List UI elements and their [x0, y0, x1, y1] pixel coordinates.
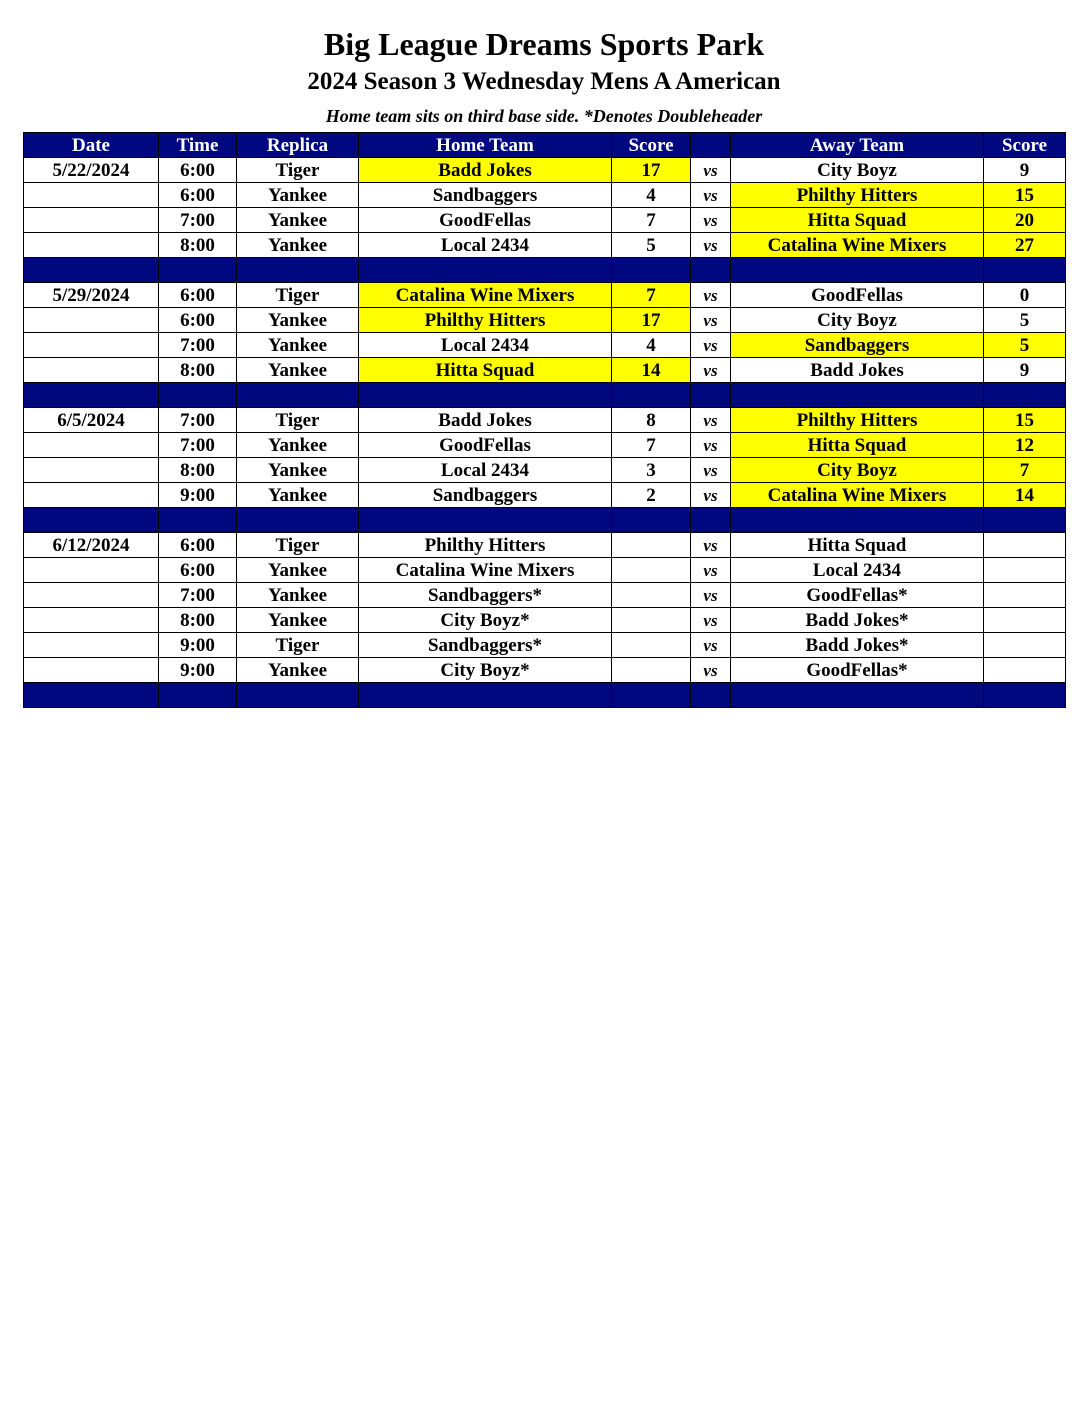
- away-team-cell: City Boyz: [731, 158, 984, 183]
- away-score-cell: 15: [984, 183, 1066, 208]
- home-score-cell: [612, 533, 691, 558]
- vs-cell: vs: [691, 333, 731, 358]
- date-cell: 6/5/2024: [24, 408, 159, 433]
- away-score-cell: 9: [984, 158, 1066, 183]
- away-score-cell: 15: [984, 408, 1066, 433]
- away-score-cell: 5: [984, 308, 1066, 333]
- away-score-cell: [984, 558, 1066, 583]
- date-cell: [24, 233, 159, 258]
- away-score-cell: 27: [984, 233, 1066, 258]
- table-row: [24, 558, 1066, 583]
- schedule-body: [24, 158, 1066, 708]
- vs-cell: vs: [691, 583, 731, 608]
- separator-cell: [731, 683, 984, 708]
- col-header-vs: [691, 133, 731, 158]
- separator-cell: [359, 383, 612, 408]
- schedule-table: [23, 132, 1066, 708]
- home-team-cell: City Boyz*: [359, 608, 612, 633]
- replica-cell: Yankee: [237, 208, 359, 233]
- replica-cell: Yankee: [237, 433, 359, 458]
- replica-cell: Yankee: [237, 583, 359, 608]
- home-team-cell: City Boyz*: [359, 658, 612, 683]
- table-row: [24, 208, 1066, 233]
- home-score-cell: 7: [612, 208, 691, 233]
- replica-cell: Yankee: [237, 333, 359, 358]
- date-cell: 5/29/2024: [24, 283, 159, 308]
- time-cell: 6:00: [159, 283, 237, 308]
- separator-cell: [237, 383, 359, 408]
- separator-cell: [359, 508, 612, 533]
- home-team-cell: Local 2434: [359, 333, 612, 358]
- date-cell: [24, 333, 159, 358]
- separator-cell: [984, 508, 1066, 533]
- table-row: [24, 533, 1066, 558]
- time-cell: 8:00: [159, 233, 237, 258]
- table-row: [24, 233, 1066, 258]
- time-cell: 6:00: [159, 183, 237, 208]
- table-row: [24, 483, 1066, 508]
- col-header-date: Date: [24, 133, 159, 158]
- home-team-cell: Sandbaggers: [359, 183, 612, 208]
- time-cell: 8:00: [159, 358, 237, 383]
- separator-cell: [612, 683, 691, 708]
- table-row: [24, 458, 1066, 483]
- away-score-cell: 20: [984, 208, 1066, 233]
- home-team-cell: Hitta Squad: [359, 358, 612, 383]
- schedule-note: Home team sits on third base side. *Denotes Doubleheader: [325, 106, 763, 126]
- replica-cell: Yankee: [237, 308, 359, 333]
- away-team-cell: Catalina Wine Mixers: [731, 483, 984, 508]
- home-score-cell: 17: [612, 308, 691, 333]
- home-team-cell: GoodFellas: [359, 208, 612, 233]
- vs-cell: vs: [691, 433, 731, 458]
- col-header-replica: Replica: [237, 133, 359, 158]
- separator-row: [24, 683, 1066, 708]
- page-title: Big League Dreams Sports Park: [323, 26, 765, 62]
- vs-cell: vs: [691, 558, 731, 583]
- home-team-cell: Sandbaggers: [359, 483, 612, 508]
- date-cell: [24, 558, 159, 583]
- home-score-cell: 5: [612, 233, 691, 258]
- vs-cell: vs: [691, 308, 731, 333]
- away-team-cell: City Boyz: [731, 308, 984, 333]
- time-cell: 7:00: [159, 433, 237, 458]
- date-cell: [24, 358, 159, 383]
- separator-cell: [984, 683, 1066, 708]
- date-cell: [24, 633, 159, 658]
- date-cell: [24, 658, 159, 683]
- home-team-cell: Philthy Hitters: [359, 533, 612, 558]
- separator-cell: [237, 508, 359, 533]
- replica-cell: Yankee: [237, 558, 359, 583]
- table-row: [24, 158, 1066, 183]
- date-cell: [24, 483, 159, 508]
- time-cell: 6:00: [159, 533, 237, 558]
- away-team-cell: Sandbaggers: [731, 333, 984, 358]
- vs-cell: vs: [691, 658, 731, 683]
- separator-cell: [691, 258, 731, 283]
- home-score-cell: 14: [612, 358, 691, 383]
- replica-cell: Tiger: [237, 408, 359, 433]
- time-cell: 7:00: [159, 208, 237, 233]
- separator-cell: [359, 683, 612, 708]
- away-score-cell: [984, 633, 1066, 658]
- separator-cell: [984, 383, 1066, 408]
- away-team-cell: Philthy Hitters: [731, 408, 984, 433]
- time-cell: 6:00: [159, 158, 237, 183]
- date-cell: [24, 183, 159, 208]
- separator-row: [24, 383, 1066, 408]
- vs-cell: vs: [691, 233, 731, 258]
- replica-cell: Yankee: [237, 358, 359, 383]
- vs-cell: vs: [691, 633, 731, 658]
- col-header-time: Time: [159, 133, 237, 158]
- separator-cell: [159, 683, 237, 708]
- away-team-cell: Hitta Squad: [731, 533, 984, 558]
- separator-cell: [159, 508, 237, 533]
- table-row: [24, 433, 1066, 458]
- away-team-cell: Philthy Hitters: [731, 183, 984, 208]
- vs-cell: vs: [691, 183, 731, 208]
- home-score-cell: 3: [612, 458, 691, 483]
- replica-cell: Yankee: [237, 483, 359, 508]
- home-score-cell: [612, 583, 691, 608]
- separator-cell: [691, 508, 731, 533]
- table-row: [24, 283, 1066, 308]
- date-cell: 6/12/2024: [24, 533, 159, 558]
- table-row: [24, 583, 1066, 608]
- away-score-cell: [984, 533, 1066, 558]
- col-header-away-score: Score: [984, 133, 1066, 158]
- separator-row: [24, 258, 1066, 283]
- separator-row: [24, 508, 1066, 533]
- table-row: [24, 408, 1066, 433]
- table-row: [24, 333, 1066, 358]
- away-score-cell: 7: [984, 458, 1066, 483]
- away-team-cell: City Boyz: [731, 458, 984, 483]
- home-team-cell: Local 2434: [359, 233, 612, 258]
- separator-cell: [24, 258, 159, 283]
- separator-cell: [984, 258, 1066, 283]
- away-team-cell: Local 2434: [731, 558, 984, 583]
- home-score-cell: 4: [612, 333, 691, 358]
- home-team-cell: Badd Jokes: [359, 408, 612, 433]
- vs-cell: vs: [691, 283, 731, 308]
- away-score-cell: 9: [984, 358, 1066, 383]
- separator-cell: [24, 383, 159, 408]
- date-cell: [24, 433, 159, 458]
- vs-cell: vs: [691, 358, 731, 383]
- home-score-cell: [612, 633, 691, 658]
- home-score-cell: 2: [612, 483, 691, 508]
- table-header-row: [24, 133, 1066, 158]
- table-row: [24, 633, 1066, 658]
- table-row: [24, 358, 1066, 383]
- vs-cell: vs: [691, 408, 731, 433]
- away-score-cell: [984, 658, 1066, 683]
- separator-cell: [237, 258, 359, 283]
- away-team-cell: Hitta Squad: [731, 433, 984, 458]
- vs-cell: vs: [691, 158, 731, 183]
- date-cell: [24, 308, 159, 333]
- home-score-cell: [612, 608, 691, 633]
- away-team-cell: Badd Jokes: [731, 358, 984, 383]
- col-header-away-team: Away Team: [731, 133, 984, 158]
- replica-cell: Tiger: [237, 633, 359, 658]
- home-team-cell: Sandbaggers*: [359, 583, 612, 608]
- date-cell: [24, 608, 159, 633]
- home-score-cell: 7: [612, 283, 691, 308]
- time-cell: 9:00: [159, 633, 237, 658]
- home-team-cell: Catalina Wine Mixers: [359, 558, 612, 583]
- home-score-cell: [612, 558, 691, 583]
- vs-cell: vs: [691, 483, 731, 508]
- away-score-cell: 14: [984, 483, 1066, 508]
- home-team-cell: Badd Jokes: [359, 158, 612, 183]
- away-score-cell: 5: [984, 333, 1066, 358]
- replica-cell: Yankee: [237, 183, 359, 208]
- away-score-cell: [984, 583, 1066, 608]
- home-team-cell: Local 2434: [359, 458, 612, 483]
- time-cell: 6:00: [159, 308, 237, 333]
- away-score-cell: 12: [984, 433, 1066, 458]
- vs-cell: vs: [691, 458, 731, 483]
- time-cell: 7:00: [159, 583, 237, 608]
- separator-cell: [612, 258, 691, 283]
- home-score-cell: 4: [612, 183, 691, 208]
- away-team-cell: GoodFellas*: [731, 658, 984, 683]
- away-team-cell: Hitta Squad: [731, 208, 984, 233]
- away-score-cell: 0: [984, 283, 1066, 308]
- time-cell: 8:00: [159, 608, 237, 633]
- date-cell: [24, 208, 159, 233]
- away-team-cell: Catalina Wine Mixers: [731, 233, 984, 258]
- separator-cell: [159, 383, 237, 408]
- separator-cell: [237, 683, 359, 708]
- separator-cell: [359, 258, 612, 283]
- replica-cell: Yankee: [237, 608, 359, 633]
- col-header-home-score: Score: [612, 133, 691, 158]
- home-score-cell: 8: [612, 408, 691, 433]
- separator-cell: [24, 508, 159, 533]
- away-team-cell: GoodFellas: [731, 283, 984, 308]
- page-subtitle: 2024 Season 3 Wednesday Mens A American: [307, 68, 781, 95]
- home-score-cell: 7: [612, 433, 691, 458]
- replica-cell: Yankee: [237, 658, 359, 683]
- vs-cell: vs: [691, 608, 731, 633]
- time-cell: 8:00: [159, 458, 237, 483]
- away-score-cell: [984, 608, 1066, 633]
- table-row: [24, 658, 1066, 683]
- home-team-cell: Philthy Hitters: [359, 308, 612, 333]
- separator-cell: [731, 258, 984, 283]
- home-score-cell: 17: [612, 158, 691, 183]
- replica-cell: Tiger: [237, 533, 359, 558]
- separator-cell: [691, 683, 731, 708]
- away-team-cell: Badd Jokes*: [731, 608, 984, 633]
- vs-cell: vs: [691, 208, 731, 233]
- replica-cell: Tiger: [237, 283, 359, 308]
- replica-cell: Yankee: [237, 458, 359, 483]
- separator-cell: [731, 508, 984, 533]
- date-cell: [24, 458, 159, 483]
- away-team-cell: Badd Jokes*: [731, 633, 984, 658]
- separator-cell: [691, 383, 731, 408]
- time-cell: 6:00: [159, 558, 237, 583]
- separator-cell: [612, 508, 691, 533]
- separator-cell: [24, 683, 159, 708]
- col-header-home-team: Home Team: [359, 133, 612, 158]
- separator-cell: [612, 383, 691, 408]
- replica-cell: Yankee: [237, 233, 359, 258]
- date-cell: 5/22/2024: [24, 158, 159, 183]
- home-team-cell: Sandbaggers*: [359, 633, 612, 658]
- replica-cell: Tiger: [237, 158, 359, 183]
- home-score-cell: [612, 658, 691, 683]
- separator-cell: [159, 258, 237, 283]
- away-team-cell: GoodFellas*: [731, 583, 984, 608]
- time-cell: 9:00: [159, 658, 237, 683]
- time-cell: 7:00: [159, 408, 237, 433]
- table-row: [24, 608, 1066, 633]
- home-team-cell: Catalina Wine Mixers: [359, 283, 612, 308]
- separator-cell: [731, 383, 984, 408]
- table-row: [24, 183, 1066, 208]
- vs-cell: vs: [691, 533, 731, 558]
- time-cell: 9:00: [159, 483, 237, 508]
- home-team-cell: GoodFellas: [359, 433, 612, 458]
- date-cell: [24, 583, 159, 608]
- table-row: [24, 308, 1066, 333]
- time-cell: 7:00: [159, 333, 237, 358]
